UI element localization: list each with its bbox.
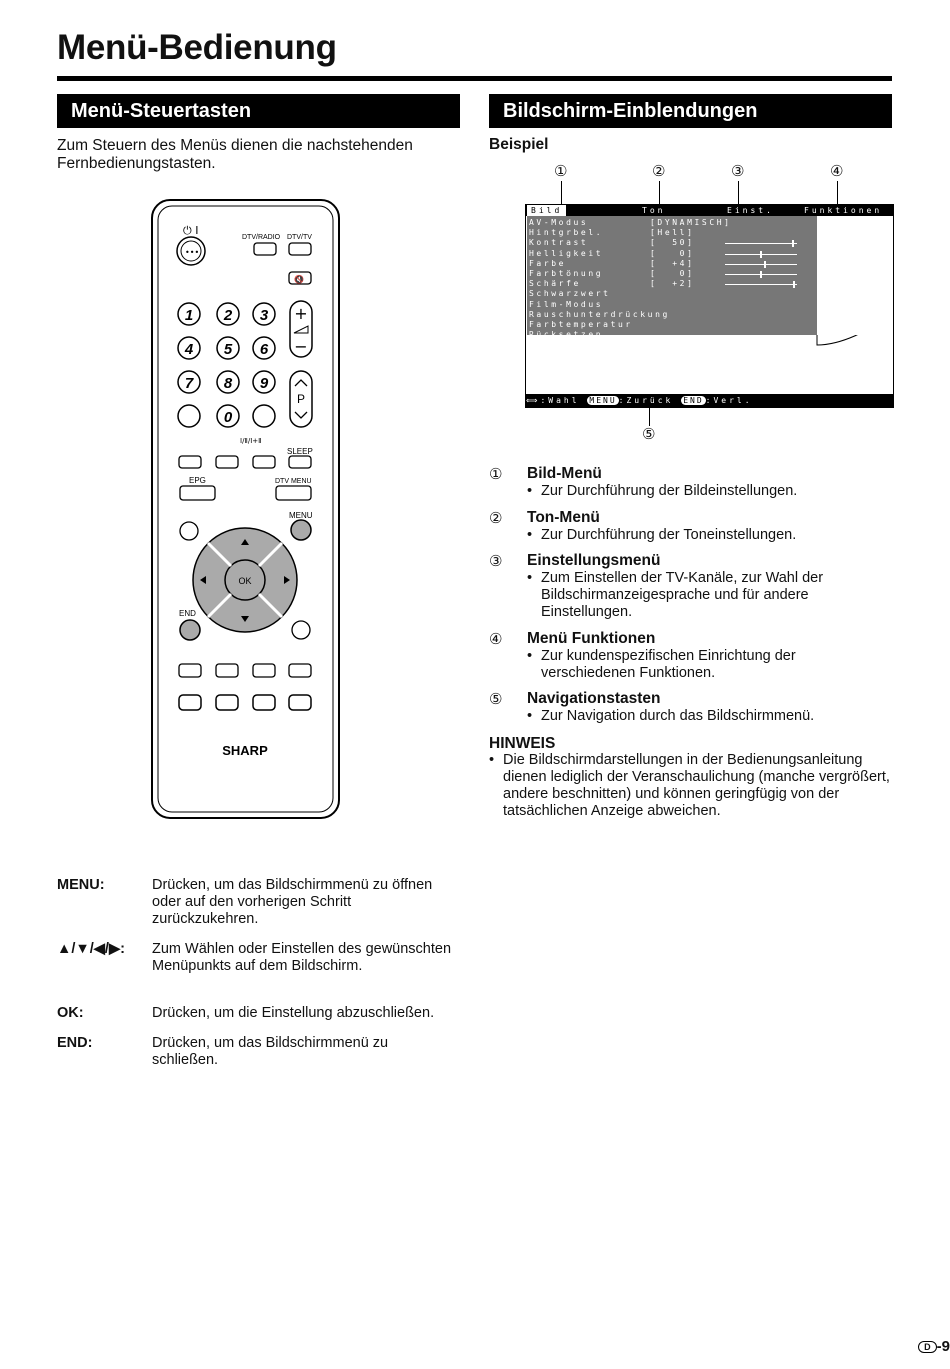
item-title-ton: Ton-Menü xyxy=(527,509,600,526)
callout-5: ⑤ xyxy=(642,425,656,443)
svg-text:SLEEP: SLEEP xyxy=(287,447,313,456)
svg-text:1: 1 xyxy=(184,307,194,324)
callout-4: ④ xyxy=(830,162,844,180)
section-title-osd: Bildschirm-Einblendungen xyxy=(489,94,892,128)
svg-text:EPG: EPG xyxy=(189,476,206,485)
select-arrows-icon: ⟺ xyxy=(526,396,541,405)
osd-row-label: Helligkeit xyxy=(529,248,604,258)
osd-slider xyxy=(725,284,797,285)
osd-tab-ton: Ton xyxy=(642,206,666,215)
svg-text:END: END xyxy=(179,609,196,618)
osd-row-label: Schwarzwert xyxy=(529,289,611,299)
osd-row-label: Farbtemperatur xyxy=(529,320,633,329)
svg-text:9: 9 xyxy=(259,375,269,392)
key-ok: OK: xyxy=(57,1005,84,1021)
callout-3: ③ xyxy=(731,162,745,180)
osd-row-label: Hintgrbel. xyxy=(529,228,604,238)
brand-logo: SHARP xyxy=(222,743,268,758)
remote-control-illustration xyxy=(150,198,342,822)
section-title-controls: Menü-Steuertasten xyxy=(57,94,460,128)
svg-text:🔇: 🔇 xyxy=(294,275,304,284)
osd-tab-einst: Einst. xyxy=(727,206,774,215)
svg-text:−: − xyxy=(294,337,308,356)
item-title-bild: Bild-Menü xyxy=(527,465,602,482)
dtv-radio-label: DTV/RADIO xyxy=(242,234,281,241)
key-end: END: xyxy=(57,1035,93,1051)
osd-row-label: Rauschunterdrückung xyxy=(529,309,670,319)
osd-row-label: Film-Modus xyxy=(529,299,604,309)
osd-row-value: [ +2] xyxy=(650,279,695,289)
osd-row-label: Farbtönung xyxy=(529,269,604,278)
callout-2: ② xyxy=(652,162,666,180)
osd-example xyxy=(525,204,894,408)
osd-row-value: [Hell] xyxy=(650,228,695,238)
item-title-navigation: Navigationstasten xyxy=(527,690,661,707)
osd-row-value: [ +4] xyxy=(650,258,695,268)
svg-text:3: 3 xyxy=(259,307,269,324)
osd-slider xyxy=(725,243,797,244)
osd-row-label: Schärfe xyxy=(529,279,581,289)
svg-text:8: 8 xyxy=(223,375,233,392)
osd-tab-funktionen: Funktionen xyxy=(804,206,883,215)
svg-text:Ⅰ/Ⅱ/Ⅰ+Ⅱ: Ⅰ/Ⅱ/Ⅰ+Ⅱ xyxy=(240,437,262,445)
osd-row-value: [ 0] xyxy=(650,248,695,258)
svg-text:0: 0 xyxy=(223,409,233,426)
svg-text:5: 5 xyxy=(223,341,233,358)
key-arrows: ▲/▼/◀/▶: xyxy=(57,941,125,957)
language-badge: D xyxy=(918,1341,937,1353)
example-label: Beispiel xyxy=(489,136,549,153)
svg-text:4: 4 xyxy=(184,341,194,358)
svg-text:P: P xyxy=(296,392,306,406)
callout-1: ① xyxy=(554,162,568,180)
page-number: D -9 xyxy=(918,1338,950,1355)
power-label: ⏻ I xyxy=(183,224,199,237)
svg-text:OK: OK xyxy=(238,576,252,586)
osd-slider xyxy=(725,254,797,255)
osd-row-label: Farbe xyxy=(529,258,567,268)
key-menu: MENU: xyxy=(57,877,105,893)
osd-row-value: [DYNAMISCH] xyxy=(650,218,732,227)
svg-text:•••: ••• xyxy=(185,248,200,257)
svg-text:MENU: MENU xyxy=(289,511,313,520)
osd-row-label: Rücksetzen xyxy=(529,330,604,340)
svg-text:6: 6 xyxy=(259,341,269,358)
osd-slider xyxy=(725,264,797,265)
osd-row-label: AV-Modus xyxy=(529,218,589,227)
osd-row-value: [ 50] xyxy=(650,238,695,248)
svg-text:+: + xyxy=(294,304,308,323)
osd-navigation-bar: ⟺:Wahl MENU :Zurück END :Verl. xyxy=(526,394,893,407)
intro-text: Zum Steuern des Menüs dienen die nachstehenden Fernbedienungstasten. xyxy=(57,137,413,172)
title-rule xyxy=(57,76,892,81)
svg-text:7: 7 xyxy=(184,375,194,392)
item-title-einstellungen: Einstellungsmenü xyxy=(527,552,661,569)
osd-row-value: [ 0] xyxy=(650,269,695,278)
dtv-tv-label: DTV/TV xyxy=(287,234,312,241)
note-text: Die Bildschirmdarstellungen in der Bedienungsanleitung dienen lediglich der Veranschaulichung (manche vergrößert, andere beschnitten) und können geringfügig von der tatsächlichen Anzeige abweichen. xyxy=(503,752,890,819)
page-title: Menü-Bedienung xyxy=(57,28,337,67)
item-title-funktionen: Menü Funktionen xyxy=(527,630,656,647)
osd-row-label: Kontrast xyxy=(529,238,589,248)
svg-text:DTV MENU: DTV MENU xyxy=(275,478,312,485)
osd-tab-bild: Bild xyxy=(527,205,566,216)
svg-text:2: 2 xyxy=(223,307,233,324)
note-title: HINWEIS xyxy=(489,735,556,752)
osd-slider xyxy=(725,274,797,275)
